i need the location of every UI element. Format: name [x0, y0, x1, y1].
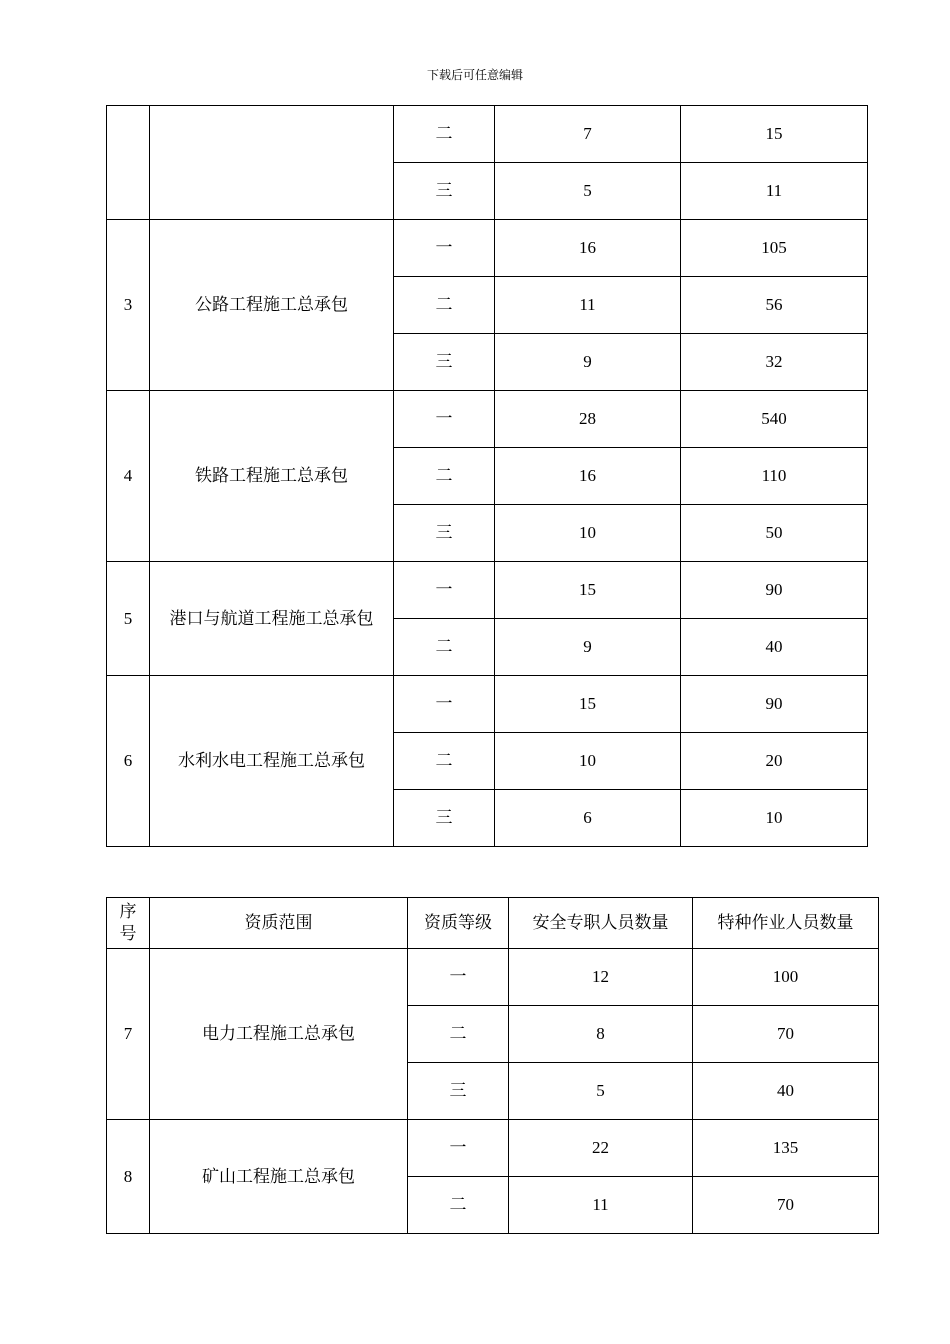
qualification-table-continued [106, 105, 868, 847]
safety-staff-cell: 11 [495, 277, 681, 334]
safety-staff-cell: 12 [509, 949, 693, 1006]
scope-cell: 港口与航道工程施工总承包 [150, 562, 394, 676]
header-special-staff: 特种作业人员数量 [693, 898, 879, 949]
table-row [107, 949, 879, 1006]
grade-cell: 一 [394, 391, 495, 448]
table-row [107, 1120, 879, 1177]
safety-staff-cell: 6 [495, 790, 681, 847]
special-staff-cell: 70 [693, 1177, 879, 1234]
grade-cell: 一 [394, 220, 495, 277]
grade-cell: 一 [408, 1120, 509, 1177]
special-staff-cell: 56 [681, 277, 868, 334]
header-grade: 资质等级 [408, 898, 509, 949]
scope-cell [150, 106, 394, 220]
special-staff-cell: 70 [693, 1006, 879, 1063]
grade-cell: 一 [408, 949, 509, 1006]
safety-staff-cell: 28 [495, 391, 681, 448]
special-staff-cell: 32 [681, 334, 868, 391]
grade-cell: 二 [394, 448, 495, 505]
seq-cell [107, 106, 150, 220]
seq-cell: 4 [107, 391, 150, 562]
table-row [107, 562, 868, 619]
safety-staff-cell: 16 [495, 448, 681, 505]
special-staff-cell: 10 [681, 790, 868, 847]
special-staff-cell: 20 [681, 733, 868, 790]
safety-staff-cell: 11 [509, 1177, 693, 1234]
safety-staff-cell: 7 [495, 106, 681, 163]
seq-cell: 5 [107, 562, 150, 676]
seq-cell: 6 [107, 676, 150, 847]
grade-cell: 三 [394, 334, 495, 391]
special-staff-cell: 105 [681, 220, 868, 277]
header-scope: 资质范围 [150, 898, 408, 949]
special-staff-cell: 90 [681, 676, 868, 733]
safety-staff-cell: 5 [509, 1063, 693, 1120]
table-row [107, 676, 868, 733]
grade-cell: 三 [394, 505, 495, 562]
safety-staff-cell: 15 [495, 562, 681, 619]
special-staff-cell: 40 [693, 1063, 879, 1120]
safety-staff-cell: 16 [495, 220, 681, 277]
grade-cell: 三 [394, 163, 495, 220]
scope-cell: 公路工程施工总承包 [150, 220, 394, 391]
scope-cell: 电力工程施工总承包 [150, 949, 408, 1120]
scope-cell: 水利水电工程施工总承包 [150, 676, 394, 847]
special-staff-cell: 100 [693, 949, 879, 1006]
page-header: 下载后可任意编辑 [426, 68, 523, 82]
seq-cell: 3 [107, 220, 150, 391]
grade-cell: 一 [394, 562, 495, 619]
seq-cell: 7 [107, 949, 150, 1120]
grade-cell: 二 [394, 277, 495, 334]
safety-staff-cell: 10 [495, 505, 681, 562]
special-staff-cell: 40 [681, 619, 868, 676]
grade-cell: 二 [408, 1006, 509, 1063]
special-staff-cell: 135 [693, 1120, 879, 1177]
safety-staff-cell: 9 [495, 619, 681, 676]
grade-cell: 三 [394, 790, 495, 847]
safety-staff-cell: 10 [495, 733, 681, 790]
safety-staff-cell: 9 [495, 334, 681, 391]
grade-cell: 一 [394, 676, 495, 733]
special-staff-cell: 15 [681, 106, 868, 163]
table-row [107, 106, 868, 163]
scope-cell: 铁路工程施工总承包 [150, 391, 394, 562]
table-header-row [107, 898, 879, 949]
grade-cell: 二 [394, 733, 495, 790]
scope-cell: 矿山工程施工总承包 [150, 1120, 408, 1234]
safety-staff-cell: 22 [509, 1120, 693, 1177]
header-seq: 序号 [107, 898, 150, 949]
grade-cell: 三 [408, 1063, 509, 1120]
safety-staff-cell: 15 [495, 676, 681, 733]
safety-staff-cell: 8 [509, 1006, 693, 1063]
header-safety-staff: 安全专职人员数量 [509, 898, 693, 949]
special-staff-cell: 11 [681, 163, 868, 220]
seq-cell: 8 [107, 1120, 150, 1234]
special-staff-cell: 50 [681, 505, 868, 562]
table-row [107, 391, 868, 448]
special-staff-cell: 110 [681, 448, 868, 505]
grade-cell: 二 [394, 106, 495, 163]
table-row [107, 220, 868, 277]
safety-staff-cell: 5 [495, 163, 681, 220]
special-staff-cell: 540 [681, 391, 868, 448]
grade-cell: 二 [408, 1177, 509, 1234]
qualification-table [106, 897, 879, 1234]
grade-cell: 二 [394, 619, 495, 676]
special-staff-cell: 90 [681, 562, 868, 619]
